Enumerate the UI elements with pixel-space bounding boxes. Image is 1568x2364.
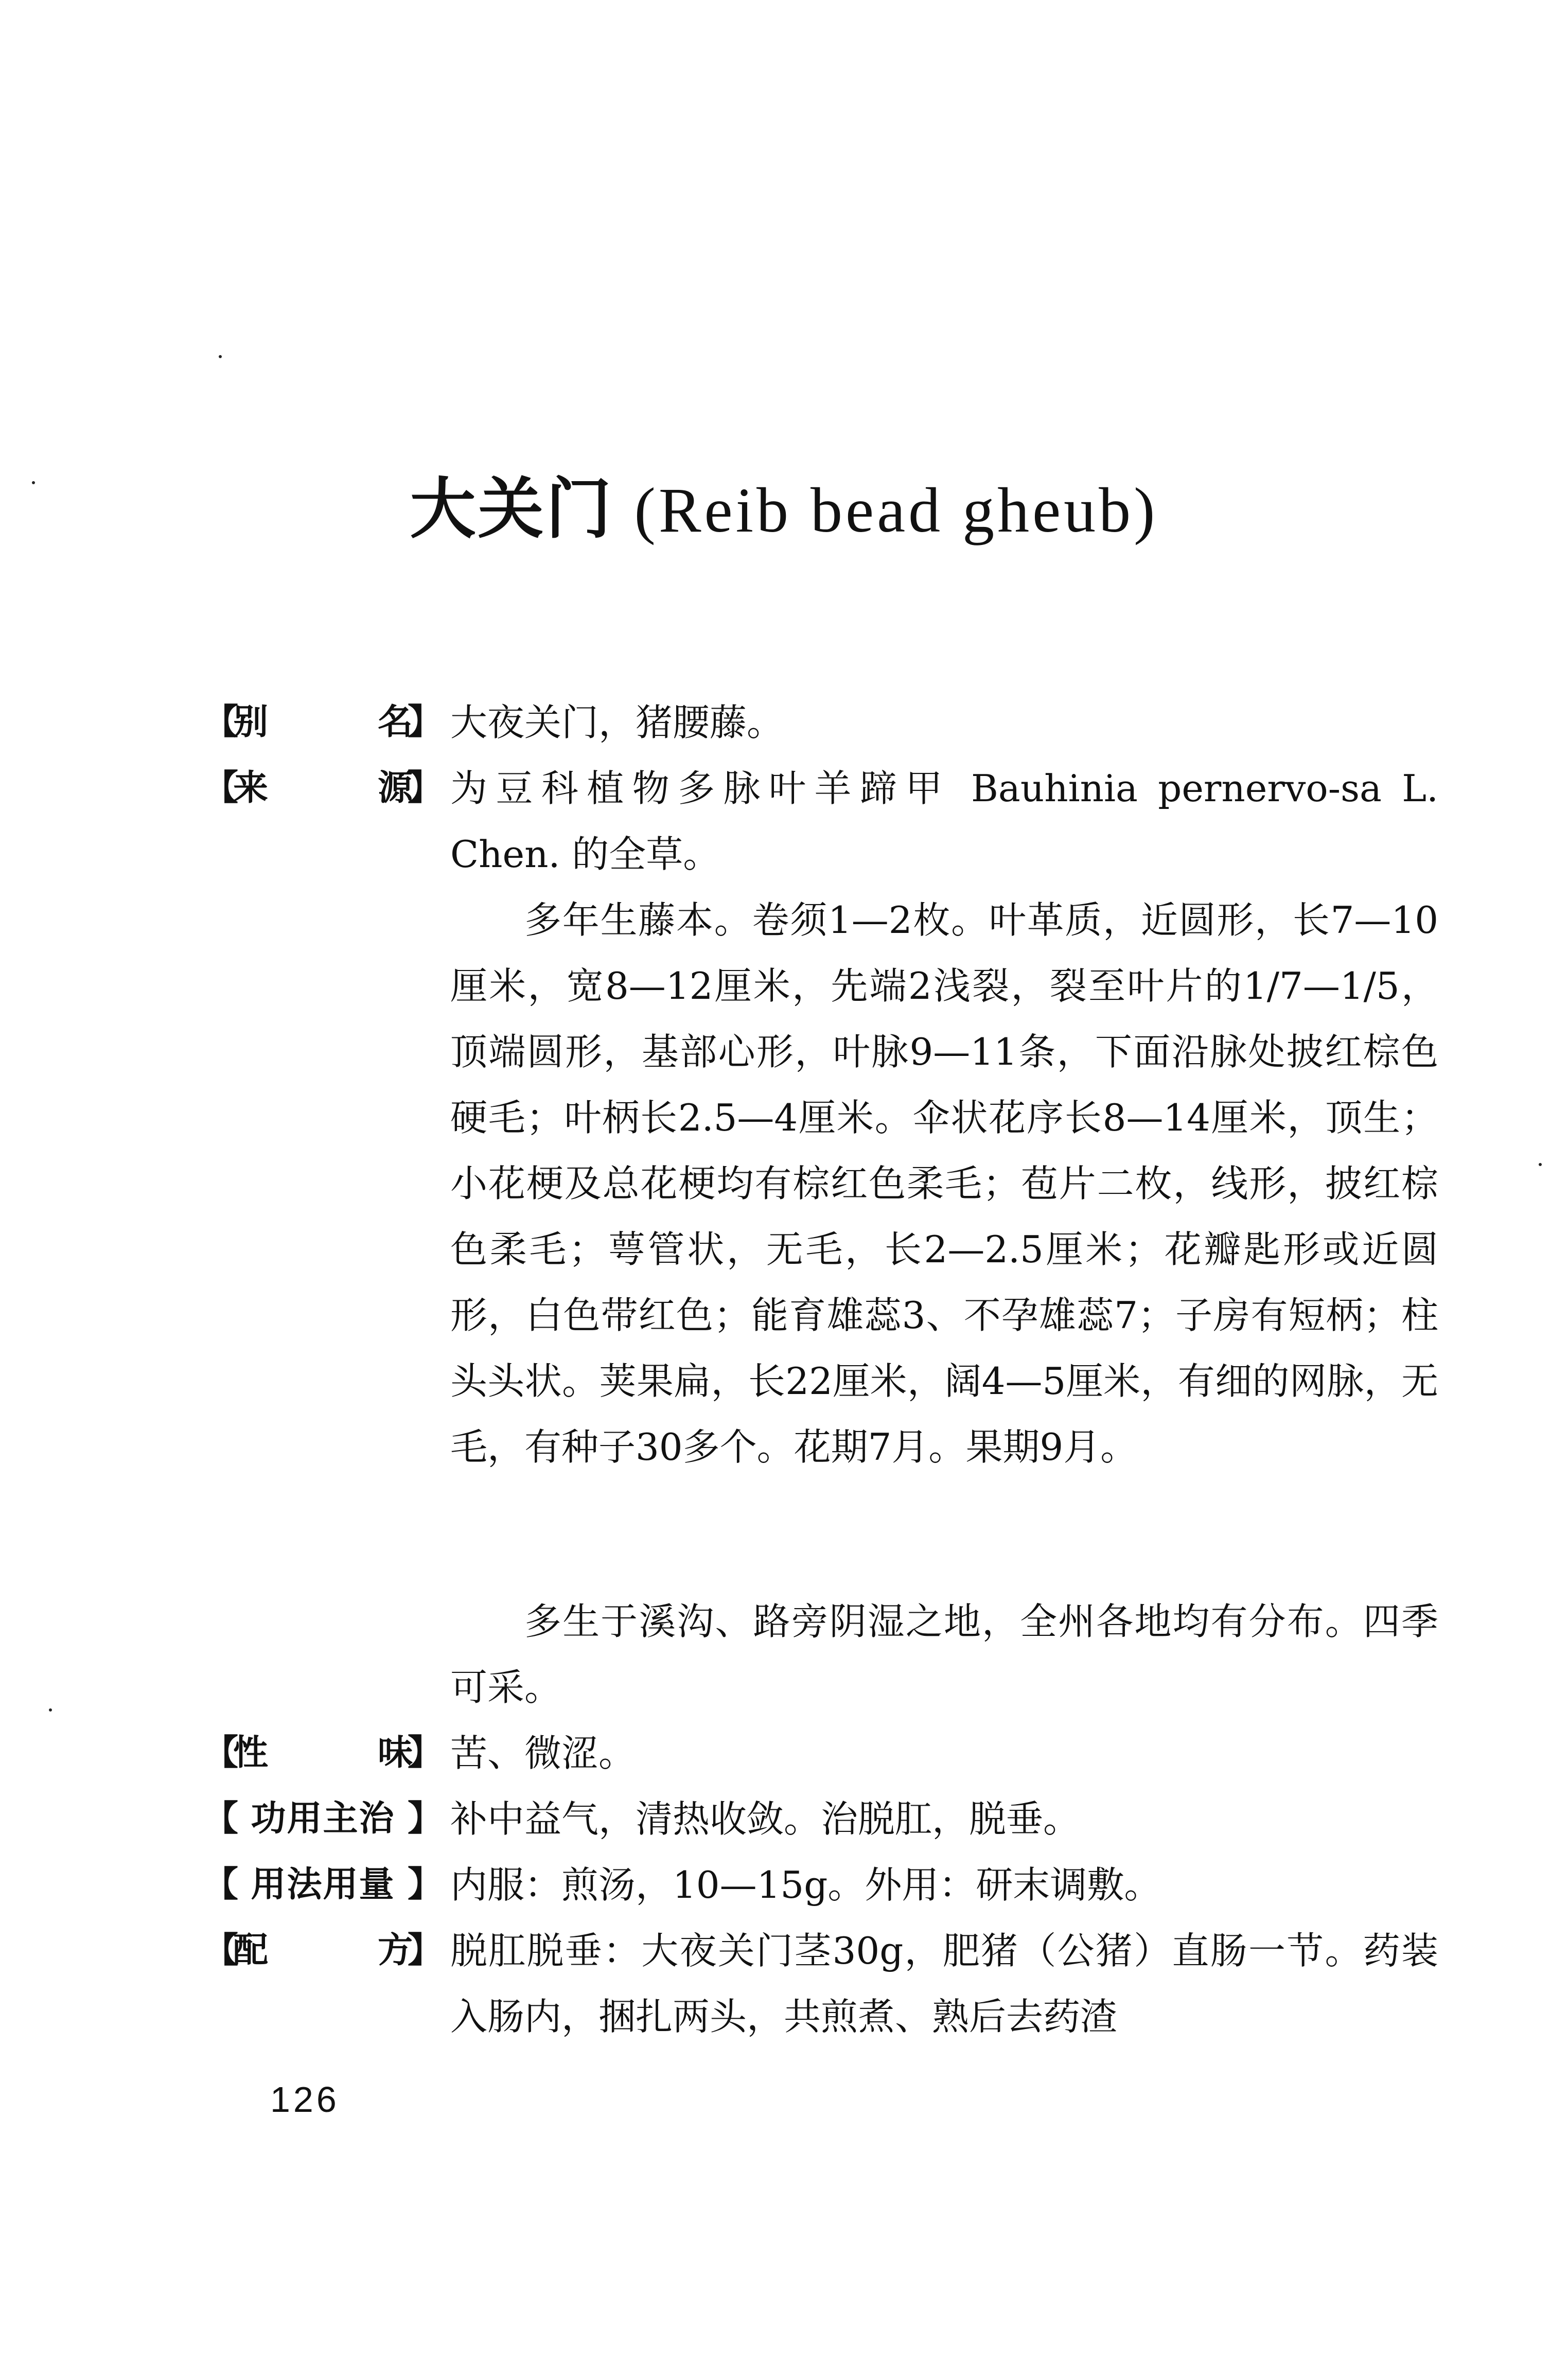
label-text: 用法用量 bbox=[251, 1864, 395, 1905]
morphology-paragraph: 多年生藤本。卷须1—2枚。叶革质，近圆形，长7—10厘米，宽8—12厘米，先端2浅裂，裂至叶片的1/7—1/5，顶端圆形，基部心形，叶脉9—11条，下面沿脉处披红棕色硬毛；叶柄长2.5—4厘米。伞状花序长8—14厘米，顶生；小花梗及总花梗均有棕红色柔毛；苞片二枚，线形，披红棕色柔毛；萼管状，无毛，长2—2.5厘米；花瓣匙形或近圆形，白色带红色；能育雄蕊3、不孕雄蕊7；子房有短柄；柱头头状。荚果扁，长22厘米，阔4—5厘米，有细的网脉，无毛，有种子30多个。花期7月。果期9月。 bbox=[450, 898, 1438, 1469]
page-title bbox=[0, 473, 1568, 565]
scan-speck bbox=[49, 1708, 52, 1712]
label-char: 配 bbox=[233, 1930, 269, 1971]
label-text: 功用主治 bbox=[251, 1798, 395, 1839]
label-char: 来 bbox=[233, 768, 269, 808]
label-char: 性 bbox=[233, 1733, 269, 1773]
entry-text: 大夜关门，猪腰藤。 bbox=[450, 701, 784, 744]
entry-text: 内服：煎汤，10—15g。外用：研末调敷。 bbox=[450, 1863, 1161, 1907]
entry-text: 为豆科植物多脉叶羊蹄甲 Bauhinia pernervo-sa L. Chen. 的全草。 bbox=[450, 767, 1438, 876]
entry-label: 【 功用主治 】 bbox=[203, 1786, 443, 1852]
entry-label: 【 来 源 】 bbox=[203, 755, 443, 821]
scan-speck bbox=[1539, 1163, 1542, 1166]
label-char: 名 bbox=[377, 702, 413, 743]
title-latin: (Reib bead gheub) bbox=[634, 475, 1158, 545]
title-chinese: 大关门 bbox=[410, 471, 614, 548]
entry-label: 【 别 名 】 bbox=[203, 690, 443, 755]
entry-label: 【 用法用量 】 bbox=[203, 1852, 443, 1918]
entry-label: 【 配 方 】 bbox=[203, 1918, 443, 1984]
page-number: 126 bbox=[270, 2079, 340, 2120]
entry-text: 脱肛脱垂：大夜关门茎30g，肥猪（公猪）直肠一节。药装入肠内，捆扎两头，共煎煮、熟后去药渣 bbox=[450, 1929, 1438, 2038]
entry-label: 【 性 味 】 bbox=[203, 1720, 443, 1786]
label-char: 别 bbox=[233, 702, 269, 743]
label-char: 味 bbox=[377, 1733, 413, 1773]
label-char: 方 bbox=[377, 1930, 413, 1971]
entry-text: 补中益气，清热收敛。治脱肛，脱垂。 bbox=[450, 1797, 1081, 1841]
scan-speck bbox=[219, 355, 222, 358]
label-char: 源 bbox=[377, 768, 413, 808]
entry-text: 苦、微涩。 bbox=[450, 1732, 636, 1775]
scan-speck bbox=[32, 481, 35, 484]
distribution-paragraph: 多生于溪沟、路旁阴湿之地，全州各地均有分布。四季可采。 bbox=[450, 1600, 1438, 1709]
